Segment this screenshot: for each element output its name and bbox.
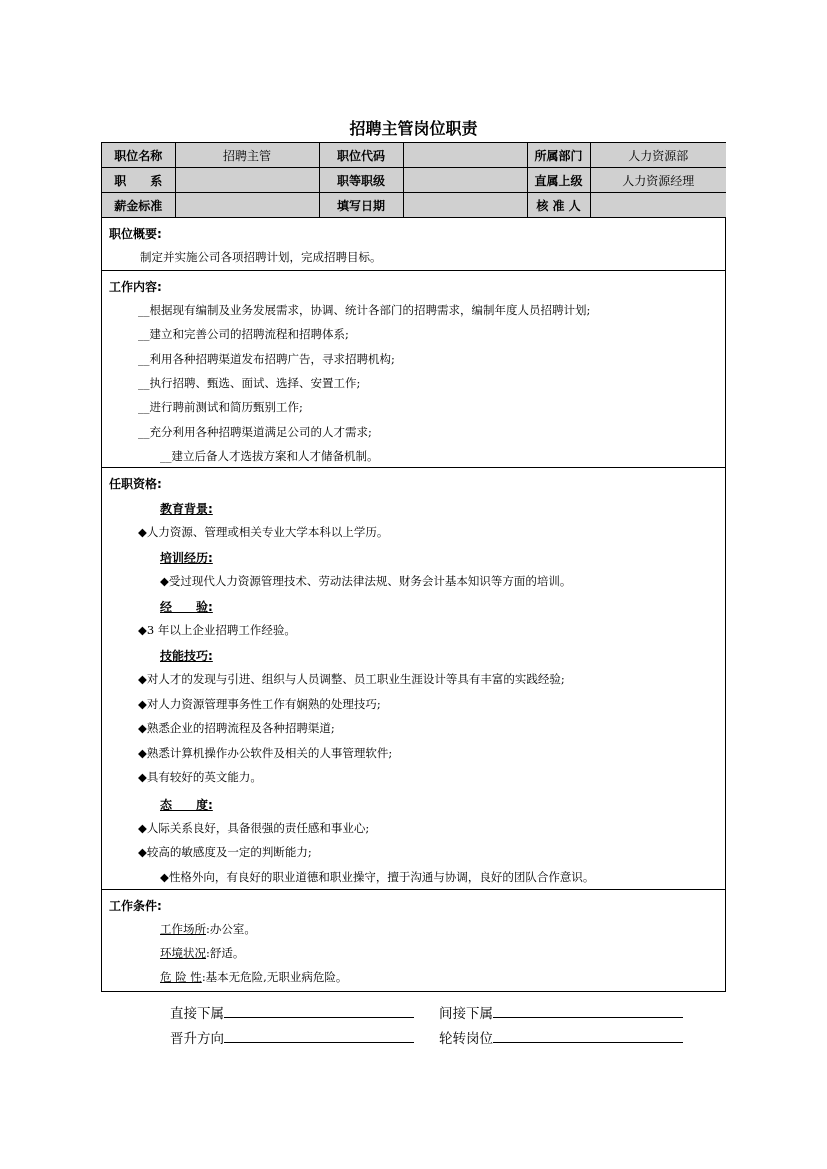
conditions-section [102,890,725,992]
duty-item: __利用各种招聘渠道发布招聘广告，寻求招聘机构; [138,352,395,366]
duties-heading: 工作内容: [109,280,162,294]
skills-label: 技能技巧: [160,649,213,663]
skill-item: ◆具有较好的英文能力。 [138,770,262,784]
job-description-form [101,142,726,992]
risk-value: :基本无危险,无职业病危险。 [201,970,348,984]
header-label: 核 准 人 [527,193,590,218]
qualifications-heading: 任职资格: [109,477,162,491]
experience-item: ◆3 年以上企业招聘工作经验。 [138,623,296,637]
header-label: 所属部门 [527,143,590,168]
header-value: 人力资源部 [590,143,726,168]
direct-label: 直接下属 [170,1006,224,1022]
education-label: 教育背景: [160,502,213,516]
risk-label: 危 险 性 [160,970,202,984]
promotion-blank-line[interactable] [224,1028,414,1043]
header-label: 填写日期 [319,193,403,218]
attitude-item: ◆性格外向，有良好的职业道德和职业操守，擅于沟通与协调，良好的团队合作意识。 [160,870,595,884]
indirect-label: 间接下属 [439,1006,493,1022]
header-value [590,193,726,218]
header-table [102,143,726,218]
attitude-item: ◆人际关系良好，具备很强的责任感和事业心; [138,821,370,835]
duty-item: __建立和完善公司的招聘流程和招聘体系; [138,327,349,341]
header-label: 职位名称 [102,143,175,168]
direct-blank-line[interactable] [224,1003,414,1018]
duty-item: __进行聘前测试和简历甄别工作; [138,400,303,414]
header-row [102,168,726,193]
page-title: 招聘主管岗位职责 [349,119,478,138]
overview-text: 制定并实施公司各项招聘计划，完成招聘目标。 [140,250,382,264]
header-label: 直属上级 [527,168,590,193]
condition-place [160,921,256,937]
header-label: 职 系 [102,168,175,193]
skill-item: ◆对人才的发现与引进、组织与人员调整、员工职业生涯设计等具有丰富的实践经验; [138,672,565,686]
header-value [403,193,527,218]
condition-environment [160,945,244,961]
duty-item: __充分利用各种招聘渠道满足公司的人才需求; [138,425,372,439]
conditions-heading: 工作条件: [109,899,162,913]
condition-risk [160,969,347,985]
header-label: 薪金标准 [102,193,175,218]
environment-label: 环境状况 [160,946,206,960]
skill-item: ◆熟悉计算机操作办公软件及相关的人事管理软件; [138,746,393,760]
footer-promotion [170,1027,414,1047]
header-value [403,168,527,193]
rotation-label: 轮转岗位 [439,1031,493,1047]
footer-indirect [439,1002,683,1022]
duty-item: __建立后备人才选拔方案和人才储备机制。 [160,449,379,463]
environment-value: :舒适。 [206,946,245,960]
duty-item: __执行招聘、甄选、面试、选择、安置工作; [138,376,361,390]
skill-item: ◆熟悉企业的招聘流程及各种招聘渠道; [138,721,335,735]
footer-direct [170,1002,414,1022]
place-value: :办公室。 [206,922,256,936]
header-row [102,193,726,218]
rotation-blank-line[interactable] [493,1028,683,1043]
experience-label: 经 验: [160,600,213,614]
training-item: ◆受过现代人力资源管理技术、劳动法律法规、财务会计基本知识等方面的培训。 [160,574,572,588]
duty-item: __根据现有编制及业务发展需求，协调、统计各部门的招聘需求，编制年度人员招聘计划; [138,303,591,317]
header-label: 职位代码 [319,143,403,168]
overview-heading: 职位概要: [109,227,162,241]
training-label: 培训经历: [160,551,213,565]
attitude-item: ◆较高的敏感度及一定的判断能力; [138,845,312,859]
header-value: 人力资源经理 [590,168,726,193]
attitude-label: 态 度: [160,798,213,812]
header-row [102,143,726,168]
qualifications-section [102,468,725,890]
indirect-blank-line[interactable] [493,1003,683,1018]
header-value [175,168,319,193]
duties-section [102,271,725,468]
education-item: ◆人力资源、管理或相关专业大学本科以上学历。 [138,525,389,539]
header-value: 招聘主管 [175,143,319,168]
place-label: 工作场所 [160,922,206,936]
header-value [403,143,527,168]
header-label: 职等职级 [319,168,403,193]
footer-rotation [439,1027,683,1047]
overview-section [102,218,725,271]
header-value [175,193,319,218]
skill-item: ◆对人力资源管理事务性工作有娴熟的处理技巧; [138,697,381,711]
promotion-label: 晋升方向 [170,1031,224,1047]
